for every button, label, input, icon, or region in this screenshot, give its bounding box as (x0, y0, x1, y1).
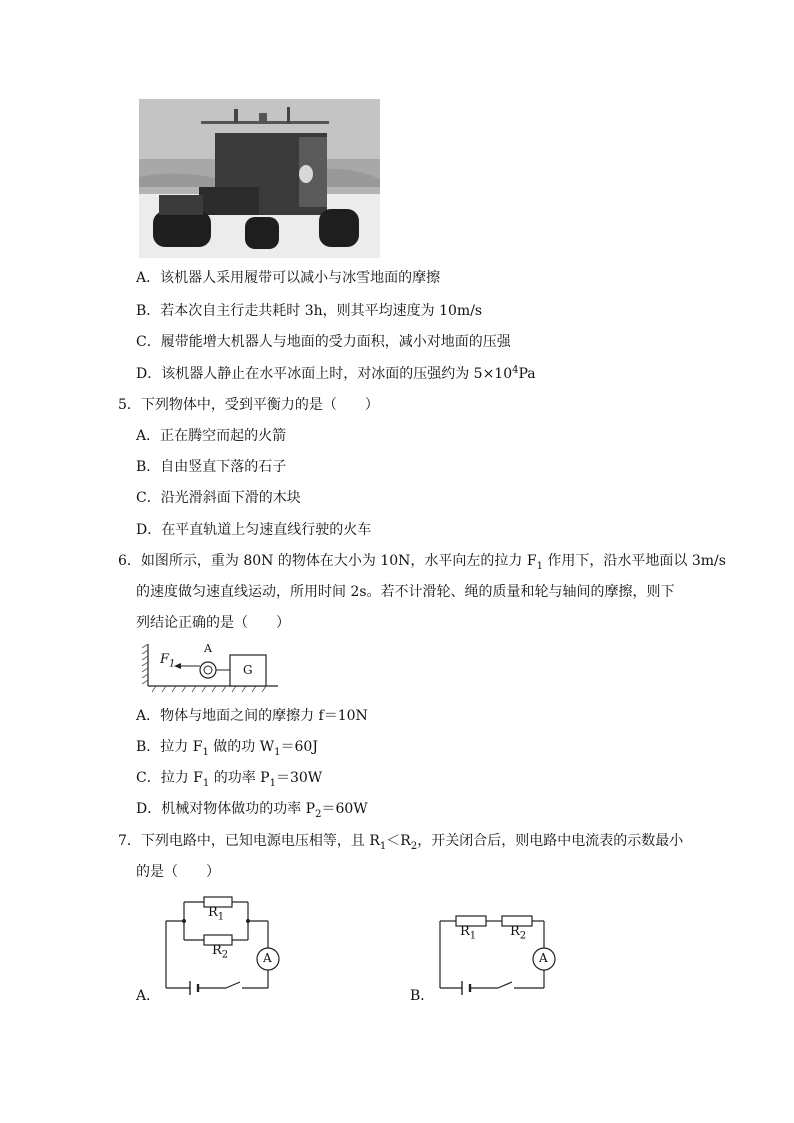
circuit-b (410, 900, 570, 1010)
q4-option-c: C．履带能增大机器人与地面的受力面积，减小对地面的压强 (136, 334, 511, 350)
circuit-b-r1-label: $R_1$ (460, 924, 477, 942)
q6-option-b: B．拉力 $F_1$ 做的功 $W_1=60J$ (136, 739, 318, 758)
q5-option-c: C．沿光滑斜面下滑的木块 (136, 490, 301, 506)
circuit-a-ammeter-label: A (263, 951, 272, 965)
q6-stem-line2: 的速度做匀速直线运动，所用时间 2s。若不计滑轮、绳的质量和轮与轴间的摩擦，则下 (136, 584, 675, 600)
q5-option-b: B．自由竖直下落的石子 (136, 459, 287, 475)
circuit-a-label: A． (136, 988, 161, 1004)
q5-stem: 5．下列物体中，受到平衡力的是（ ） (118, 397, 379, 413)
force-label: $F_1$ (160, 652, 176, 670)
robot-photo-drawing (139, 99, 380, 258)
circuit-a-r1-label: $R_1$ (208, 905, 225, 923)
q6-stem-line1: 6．如图所示，重为 80N 的物体在大小为 10N，水平向左的拉力 $F_1$ 作用下，沿水平地面以 3m/s (118, 553, 726, 572)
circuit-b-r2-label: $R_2$ (510, 924, 527, 942)
q6-option-a: A．物体与地面之间的摩擦力 f＝10N (136, 708, 368, 724)
q7-stem-line2: 的是（ ） (136, 864, 220, 880)
q6-option-c: C．拉力 $F_1$ 的功率 $P_1=30W$ (136, 770, 323, 789)
pulley-label: A (204, 642, 212, 655)
q4-option-d: D．该机器人静止在水平冰面上时，对冰面的压强约为 $5\times 10^4Pa$ (136, 364, 536, 382)
q6-option-d: D．机械对物体做功的功率 $P_2=60W$ (136, 801, 368, 820)
circuit-a-r2-label: $R_2$ (212, 943, 229, 961)
q5-option-d: D．在平直轨道上匀速直线行驶的火车 (136, 522, 372, 538)
circuit-b-label: B． (410, 988, 435, 1004)
circuit-a (136, 888, 286, 1008)
q7-stem-line1: 7．下列电路中，已知电源电压相等，且 $R_1<R_2$，开关闭合后，则电路中电流表的示数最小 (118, 833, 684, 852)
block-label: G (243, 663, 253, 677)
pulley-figure (140, 640, 280, 694)
q6-stem-line3: 列结论正确的是（ ） (136, 615, 290, 631)
q5-option-a: A．正在腾空而起的火箭 (136, 428, 287, 444)
robot-photo (139, 99, 380, 258)
q4-option-b: B．若本次自主行走共耗时 3h，则其平均速度为 10m/s (136, 303, 483, 319)
circuit-b-ammeter-label: A (539, 951, 548, 965)
q4-option-a: A．该机器人采用履带可以减小与冰雪地面的摩擦 (136, 270, 441, 286)
